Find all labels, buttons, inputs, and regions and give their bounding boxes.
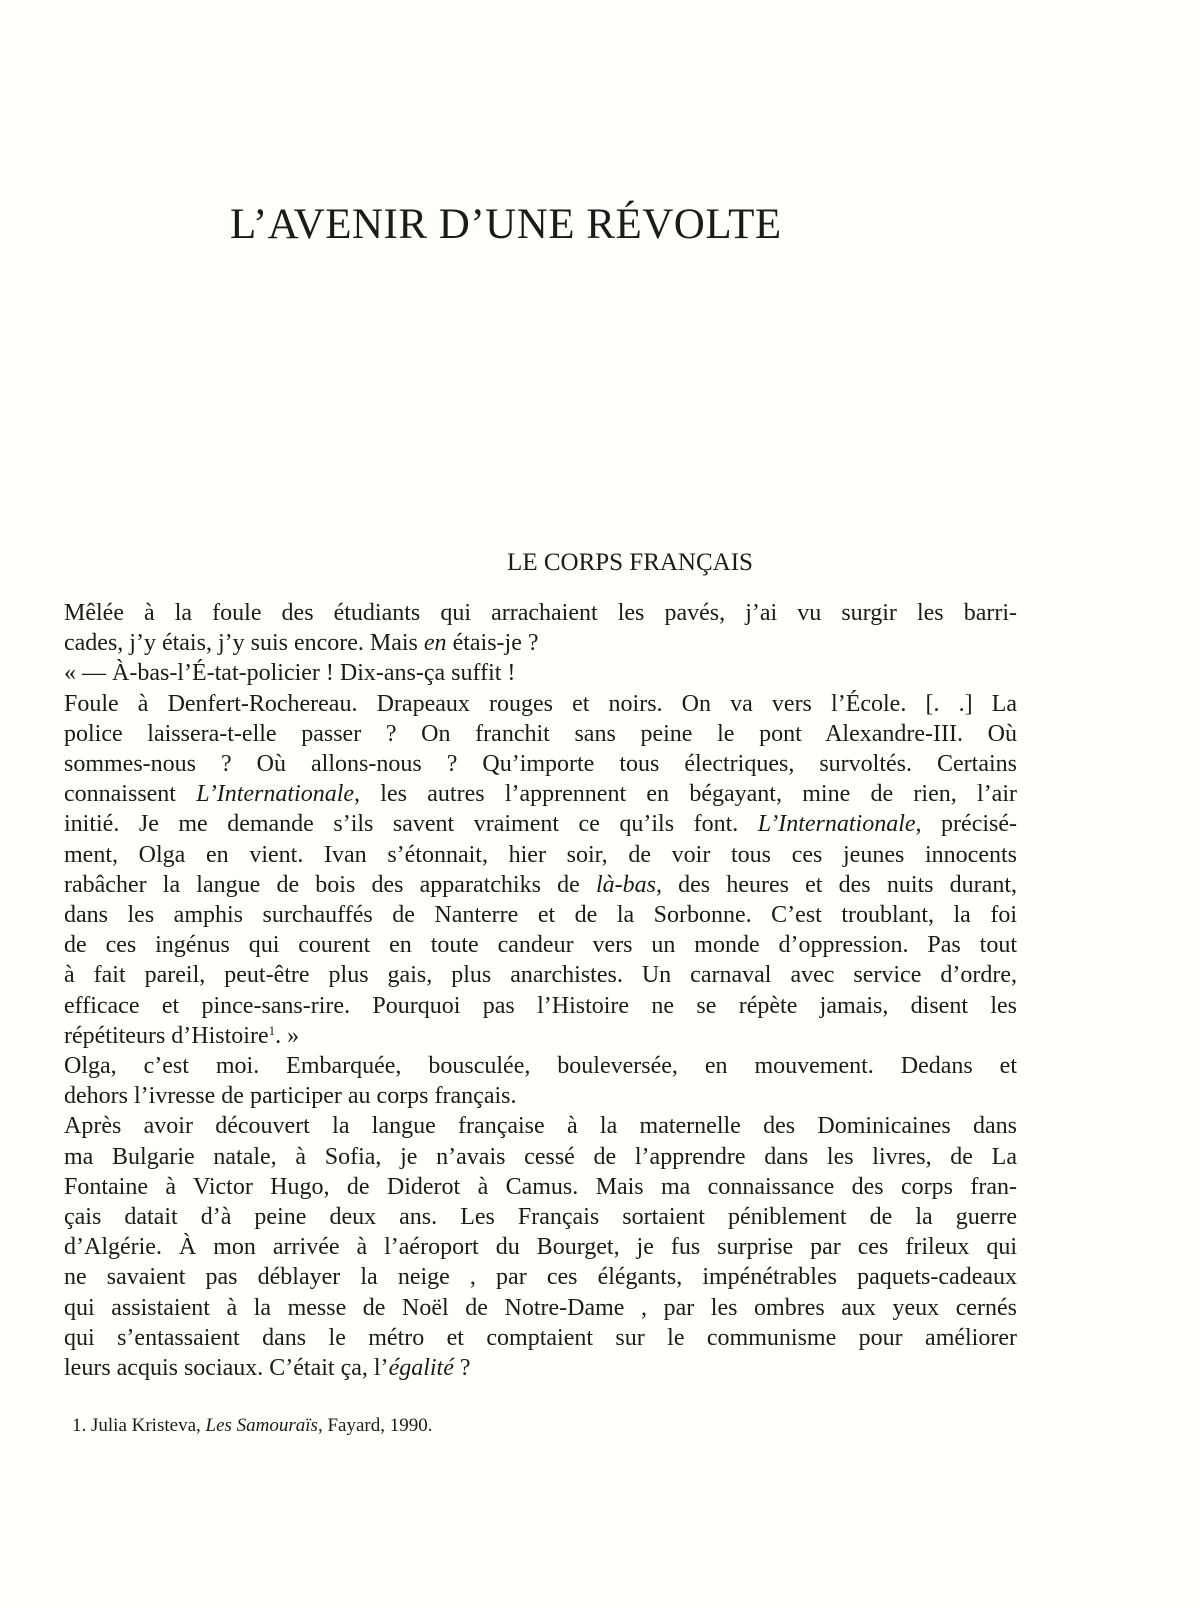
- paragraph-1: [41, 598, 1017, 658]
- text-line: sommes-nous ? Où allons-nous ? Qu’importe tous électriques, survoltés. Certains: [64, 751, 1017, 778]
- text-line: police laissera-t-elle passer ? On franchit sans peine le pont Alexandre-III. Où: [64, 720, 1017, 747]
- text-line: d’Algérie. À mon arrivée à l’aéroport du Bourget, je fus surprise par ces frileux qui: [64, 1234, 1017, 1261]
- footnote-author: Julia Kristeva,: [91, 1415, 201, 1436]
- text-line: initié. Je me demande s’ils savent vraiment ce qu’ils font. L’Internationale, précisé-: [64, 811, 1018, 838]
- text-line: ne savaient pas déblayer la neige , par ces élégants, impénétrables paquets-cadeaux: [64, 1264, 1017, 1291]
- text-line: répétiteurs d’Histoire$^1$. »: [64, 1022, 300, 1049]
- text-line: qui assistaient à la messe de Noël de Notre-Dame , par les ombres aux yeux cernés: [64, 1294, 1017, 1321]
- paragraph-3: [41, 689, 1017, 1051]
- text-line: de ces ingénus qui courent en toute candeur vers un monde d’oppression. Pas tout: [64, 932, 1017, 959]
- footnote-number: 1.: [72, 1415, 87, 1436]
- text-line: connaissent L’Internationale, les autres l’apprennent en bégayant, mine de rien, l’air: [64, 781, 1017, 808]
- chapter-title: L’AVENIR D’UNE RÉVOLTE: [230, 201, 782, 248]
- text-line: leurs acquis sociaux. C’était ça, l’égalité ?: [64, 1355, 471, 1382]
- paragraph-2: [41, 658, 1017, 688]
- text-line: Fontaine à Victor Hugo, de Diderot à Camus. Mais ma connaissance des corps fran-: [64, 1173, 1017, 1200]
- text-line: efficace et pince-sans-rire. Pourquoi pas l’Histoire ne se répète jamais, disent les: [64, 992, 1017, 1019]
- text-line: ment, Olga en vient. Ivan s’étonnait, hier soir, de voir tous ces jeunes innocents: [64, 841, 1017, 868]
- footnote-title: Les Samouraïs: [205, 1415, 318, 1436]
- text-line: cades, j’y étais, j’y suis encore. Mais en étais-je ?: [64, 630, 539, 657]
- text-line: ma Bulgarie natale, à Sofia, je n’avais cessé de l’apprendre dans les livres, de La: [64, 1143, 1017, 1170]
- text-line: Olga, c’est moi. Embarquée, bousculée, bouleversée, en mouvement. Dedans et: [64, 1053, 1017, 1080]
- text-line: Après avoir découvert la langue française à la maternelle des Dominicaines dans: [64, 1113, 1017, 1140]
- text-line: qui s’entassaient dans le métro et comptaient sur le communisme pour améliorer: [64, 1324, 1017, 1351]
- text-line: Mêlée à la foule des étudiants qui arrachaient les pavés, j’ai vu surgir les barri-: [64, 600, 1017, 626]
- text-line: « — À-bas-l’É-tat-policier ! Dix-ans-ça suffit !: [64, 660, 516, 687]
- paragraph-5: [41, 1111, 1017, 1383]
- body-text: [41, 598, 1017, 1383]
- footnote-ref: 1: [268, 1022, 276, 1038]
- text-line: Foule à Denfert-Rochereau. Drapeaux rouges et noirs. On va vers l’École. [. .] La: [64, 690, 1017, 717]
- text-line: çais datait d’à peine deux ans. Les Français sortaient péniblement de la guerre: [64, 1204, 1017, 1231]
- footnote: [72, 1416, 432, 1435]
- text-line: dans les amphis surchauffés de Nanterre et de la Sorbonne. C’est troublant, la foi: [64, 902, 1017, 929]
- text-line: à fait pareil, peut-être plus gais, plus anarchistes. Un carnaval avec service d’ordre,: [64, 962, 1017, 989]
- text-line: dehors l’ivresse de participer au corps français.: [64, 1083, 517, 1110]
- paragraph-4: [41, 1051, 1017, 1111]
- text-line: rabâcher la langue de bois des apparatchiks de là-bas, des heures et des nuits durant,: [64, 871, 1017, 898]
- section-title: LE CORPS FRANÇAIS: [507, 549, 753, 576]
- footnote-publisher: , Fayard, 1990.: [317, 1415, 433, 1436]
